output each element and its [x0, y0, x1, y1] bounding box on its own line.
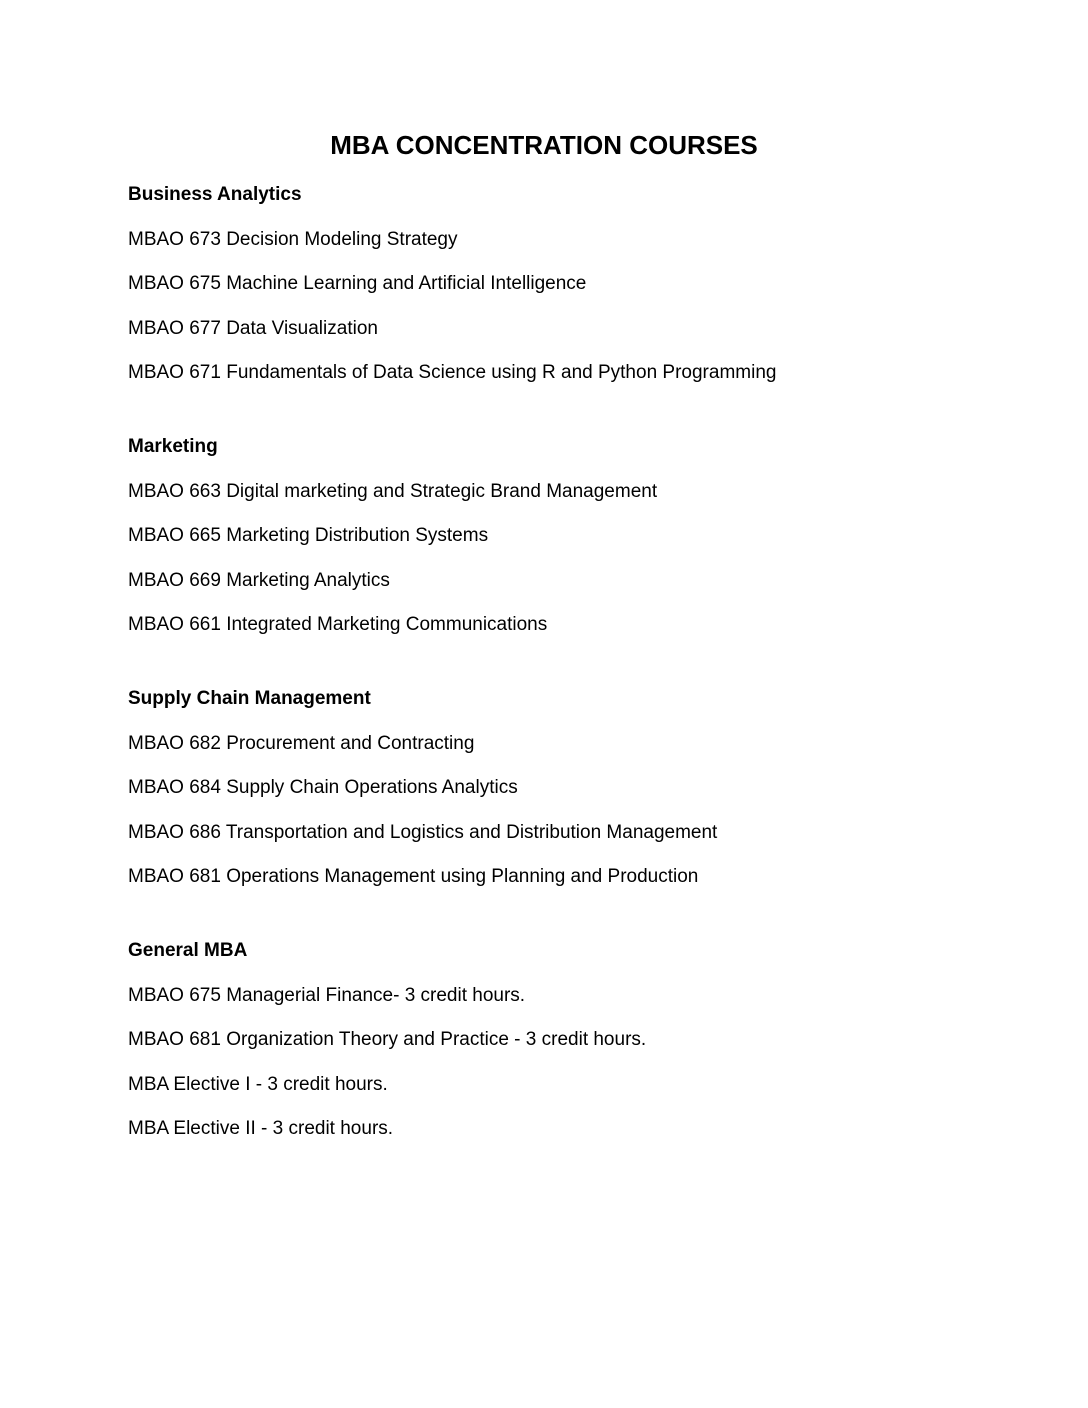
course-item: MBAO 682 Procurement and Contracting — [128, 732, 475, 754]
section-heading: Marketing — [128, 436, 218, 457]
course-item: MBA Elective I - 3 credit hours. — [128, 1073, 388, 1095]
course-item: MBAO 681 Organization Theory and Practice - 3 credit hours. — [128, 1029, 647, 1050]
section-business-analytics — [128, 180, 988, 388]
course-list — [128, 225, 988, 389]
section-marketing — [128, 432, 988, 640]
course-list — [128, 477, 988, 641]
page-title: MBA CONCENTRATION COURSES — [330, 130, 758, 160]
course-item: MBAO 677 Data Visualization — [128, 317, 378, 339]
course-list — [128, 981, 988, 1145]
course-item: MBA Elective II - 3 credit hours. — [128, 1118, 394, 1139]
course-item: MBAO 675 Managerial Finance- 3 credit hours. — [128, 984, 526, 1006]
course-list — [128, 729, 988, 893]
course-item: MBAO 681 Operations Management using Planning and Production — [128, 866, 699, 887]
course-item: MBAO 675 Machine Learning and Artificial Intelligence — [128, 273, 587, 294]
section-heading: Business Analytics — [128, 184, 302, 205]
course-item: MBAO 673 Decision Modeling Strategy — [128, 228, 458, 250]
course-item: MBAO 671 Fundamentals of Data Science using R and Python Programming — [128, 362, 777, 383]
course-item: MBAO 665 Marketing Distribution Systems — [128, 525, 489, 546]
course-item: MBAO 686 Transportation and Logistics and Distribution Management — [128, 821, 718, 843]
course-item: MBAO 661 Integrated Marketing Communications — [128, 614, 548, 635]
section-general-mba — [128, 936, 988, 1144]
section-supply-chain-management — [128, 684, 988, 892]
course-item: MBAO 684 Supply Chain Operations Analytics — [128, 777, 518, 798]
section-heading: General MBA — [128, 940, 248, 961]
document-body — [128, 180, 988, 1159]
course-item: MBAO 663 Digital marketing and Strategic Brand Management — [128, 480, 658, 502]
section-heading: Supply Chain Management — [128, 688, 371, 709]
course-item: MBAO 669 Marketing Analytics — [128, 569, 390, 591]
